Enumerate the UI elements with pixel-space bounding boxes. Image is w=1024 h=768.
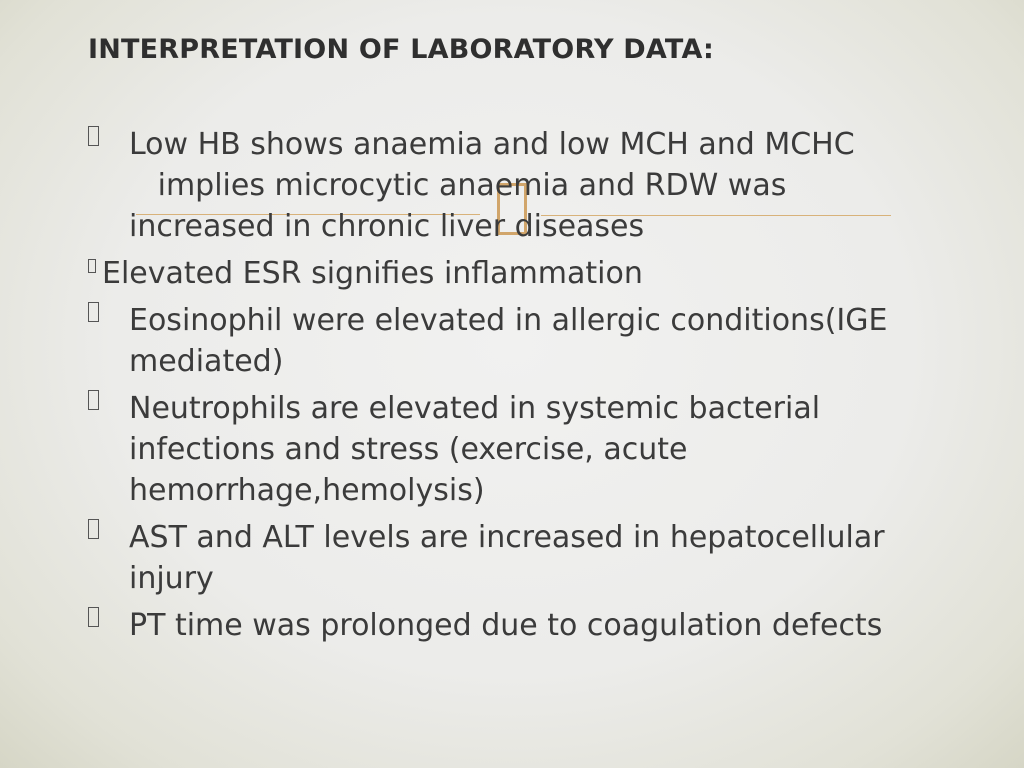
list-item-line: Eosinophil were elevated in allergic conditions(IGE: [129, 303, 888, 338]
bullet-box-icon: [88, 390, 99, 410]
bullet-box-icon: [88, 302, 99, 322]
bullet-box-icon: [88, 259, 96, 273]
list-item-line: hemorrhage,hemolysis): [129, 473, 485, 508]
list-item: [88, 388, 968, 511]
bullet-list: [88, 124, 968, 652]
list-item-line: increased in chronic liver diseases: [129, 209, 645, 244]
list-item: [88, 605, 968, 646]
list-item-line: injury: [129, 561, 214, 596]
list-item-line: implies microcytic anaemia and RDW was: [129, 168, 787, 203]
list-item-line: infections and stress (exercise, acute: [129, 432, 688, 467]
list-item-line: PT time was prolonged due to coagulation defects: [129, 608, 883, 643]
list-item-line: Elevated ESR signifies inflammation: [102, 256, 643, 291]
list-item-line: AST and ALT levels are increased in hepatocellular: [129, 520, 885, 555]
list-item: [88, 253, 968, 294]
list-item: [88, 517, 968, 599]
list-item-line: mediated): [129, 344, 284, 379]
slide-title: INTERPRETATION OF LABORATORY DATA:: [88, 34, 715, 65]
list-item: [88, 124, 968, 247]
bullet-box-icon: [88, 607, 99, 627]
list-item: [88, 300, 968, 382]
bullet-box-icon: [88, 519, 99, 539]
list-item-line: Low HB shows anaemia and low MCH and MCHC: [129, 127, 855, 162]
list-item-line: Neutrophils are elevated in systemic bacterial: [129, 391, 821, 426]
bullet-box-icon: [88, 126, 99, 146]
